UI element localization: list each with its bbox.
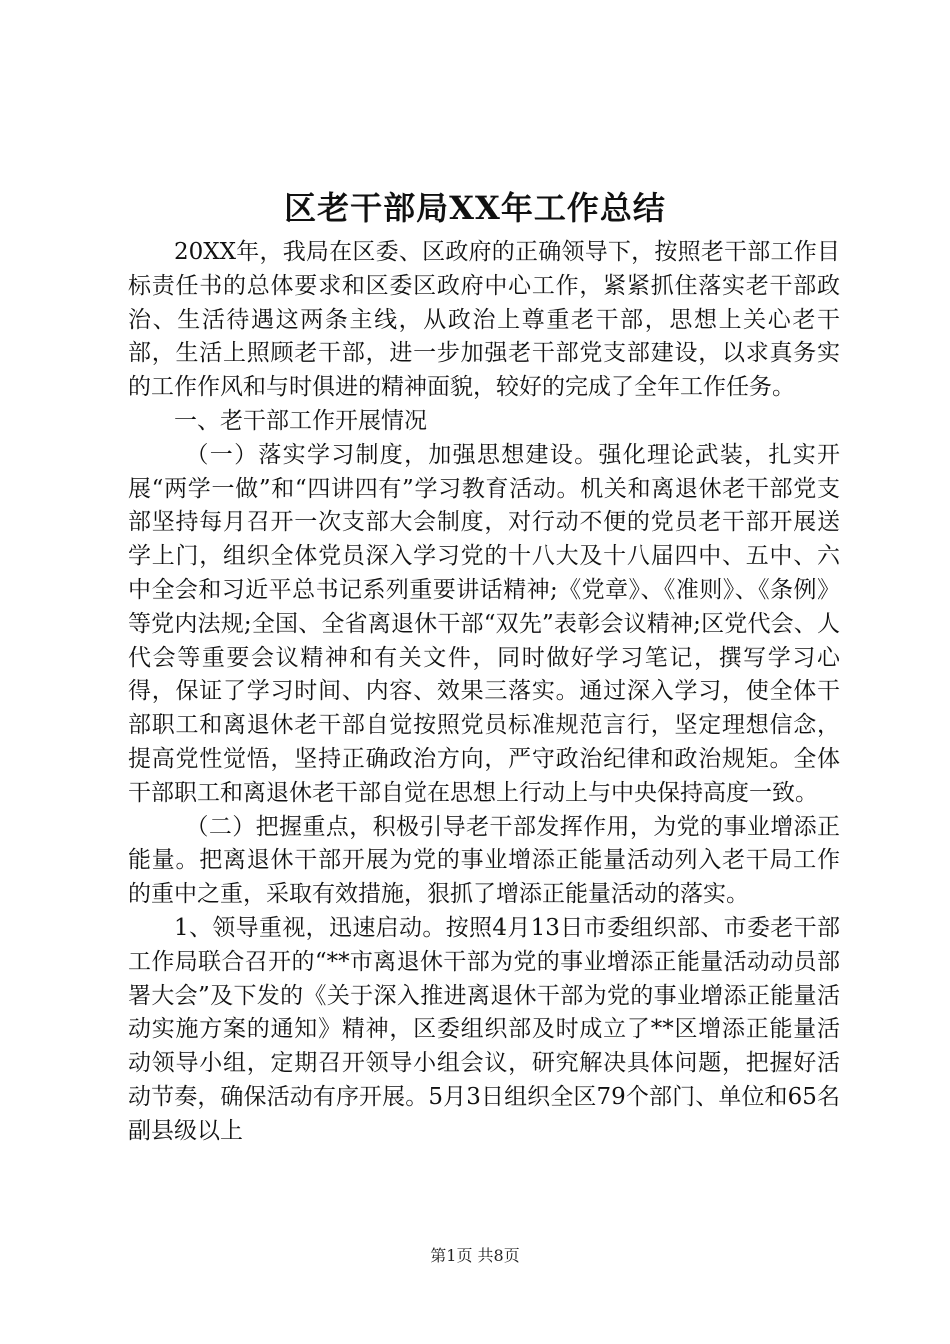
document-title: 区老干部局XX年工作总结 bbox=[284, 189, 666, 227]
item-1-paragraph: 1、领导重视，迅速启动。按照4月13日市委组织部、市委老干部工作局联合召开的“**市离退休干部为党的事业增添正能量活动动员部署大会”及下发的《关于深入推进离退休干部为党的事业增添正能量活动实施方案的通知》精神，区委组织部及时成立了**区增添正能量活动领导小组，定期召开领导小组会议，研究解决具体问题，把握好活动节奏，确保活动有序开展。5月3日组织全区79个部门、单位和65名副县级以上 bbox=[128, 914, 840, 1144]
subsection-1-paragraph: （一）落实学习制度，加强思想建设。强化理论武装，扎实开展“两学一做”和“四讲四有”学习教育活动。机关和离退休老干部党支部坚持每月召开一次支部大会制度，对行动不便的党员老干部开展送学上门，组织全体党员深入学习党的十八大及十八届四中、五中、六中全会和习近平总书记系列重要讲话精神;《党章》、《准则》、《条例》等党内法规;全国、全省离退休干部“双先”表彰会议精神;区党代会、人代会等重要会议精神和有关文件，同时做好学习笔记，撰写学习心得，保证了学习时间、内容、效果三落实。通过深入学习，使全体干部职工和离退休老干部自觉按照党员标准规范言行，坚定理想信念，提高党性觉悟，坚持正确政治方向，严守政治纪律和政治规矩。全体干部职工和离退休老干部自觉在思想上行动上与中央保持高度一致。 bbox=[128, 441, 840, 806]
document-body bbox=[128, 236, 840, 1149]
intro-paragraph: 20XX年，我局在区委、区政府的正确领导下，按照老干部工作目标责任书的总体要求和区委区政府中心工作，紧紧抓住落实老干部政治、生活待遇这两条主线，从政治上尊重老干部，思想上关心老干部，生活上照顾老干部，进一步加强老干部党支部建设，以求真务实的工作作风和与时俱进的精神面貌，较好的完成了全年工作任务。 bbox=[128, 239, 840, 401]
subsection-2-paragraph: （二）把握重点，积极引导老干部发挥作用，为党的事业增添正能量。把离退休干部开展为党的事业增添正能量活动列入老干局工作的重中之重，采取有效措施，狠抓了增添正能量活动的落实。 bbox=[128, 813, 840, 908]
page-number: 第1页 共8页 bbox=[430, 1246, 520, 1265]
section-heading: 一、老干部工作开展情况 bbox=[174, 407, 427, 434]
